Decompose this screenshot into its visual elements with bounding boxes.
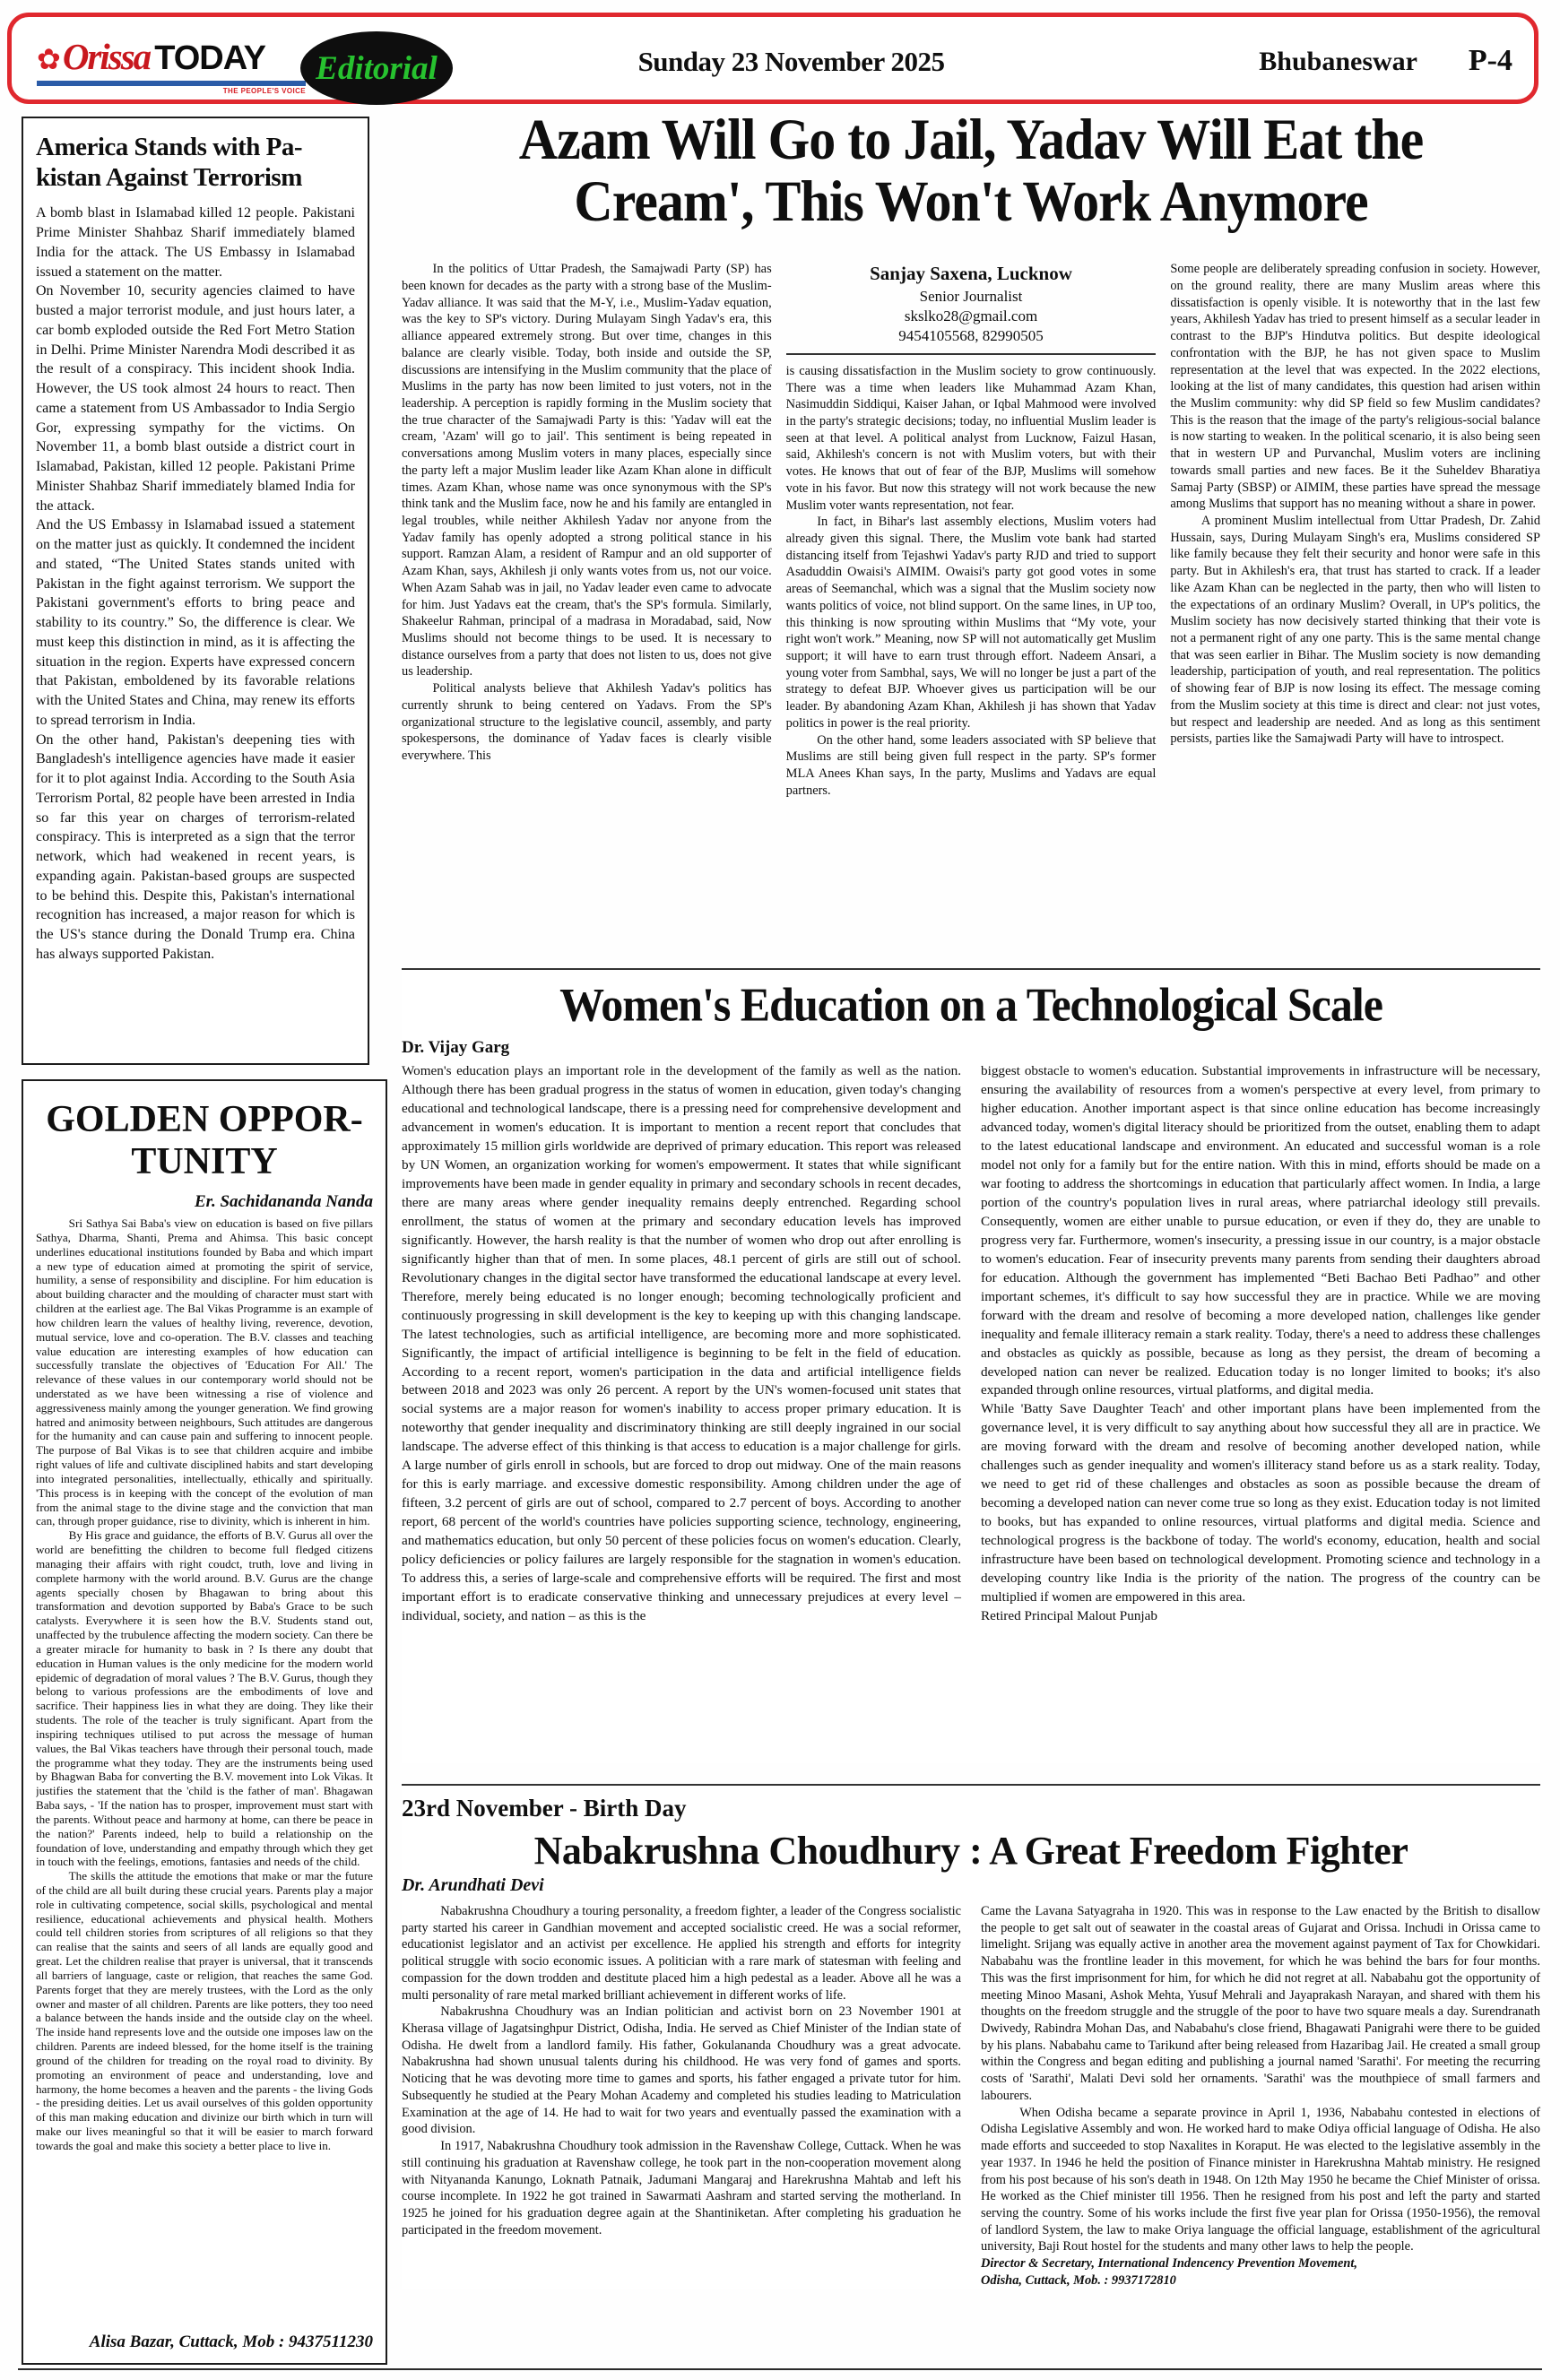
title-line-2: TUNITY bbox=[131, 1141, 278, 1183]
headline-line-1: Azam Will Go to Jail, Yadav Will Eat the bbox=[518, 107, 1424, 172]
birthday-columns bbox=[402, 1903, 1540, 2289]
article-paragraph: Came the Lavana Satyagraha in 1920. This was in response to the Law enacted by the British to disallow the people to get salt out of seawater in the coastal areas of Gujarat and Orissa. Inchudi in Orissa came to limelight. Srijang was equally active in another area the movement against payment of Tax for Chowkidari. Nababahu was the frontline leader in this movement, for which he was behind the bars for four months. This was the first imprisonment for him, for which he did not regret at all. Nababahu got the opportunity of meeting Minoo Masani, Ashok Mehta, Yusuf Mehrali and Jayaprakash Narayan, and shared with them his thoughts on the freedom struggle and the struggle of the poor to have two square meals a day. Surendranath Dwivedy, Rabindra Mohan Das, and Nababahu's close friend, Bhagawati Panigrahi were there to be guided by his plans. Nababahu came to Tarikund after being released from Hazaribag Jail. He created a small group within the Congress and began editing and publishing a journal named 'Sarathi'. For meeting the recurring costs of 'Sarathi', Malati Devi sold her ornaments. 'Sarathi' was the mouthpiece of small farmers and labourers. bbox=[981, 1904, 1540, 2103]
birthday-headline: Nabakrushna Choudhury : A Great Freedom Fighter bbox=[533, 1829, 1408, 1873]
article-paragraph: While 'Batty Save Daughter Teach' and other important plans have been implemented from the governance level, it is very difficult to say anything about how successful they all are in practice. We are moving forward with the dream and resolve of becoming another developed nation, while challenges such as gender inequality and women's illiteracy stand before us as a stark reality. Today, we need to get rid of these challenges and obstacles as soon as possible because the dream of becoming a developed nation can never come true so long as they exist. Education today is not limited to books, but has expanded to online resources, virtual platforms and digital media. Science and technological progress is the backbone of today. The world's economy, education, health and social infrastructure have been based on technological development. Promoting science and technology in a developing country like India is the priority of the nation. The progress of the country can be multiplied if women are empowered in this area. bbox=[981, 1401, 1540, 1605]
logo-today-text: TODAY bbox=[154, 39, 266, 77]
article-paragraph: is causing dissatisfaction in the Muslim society to grow continuously. There was a time when leaders like Muhammad Azam Khan, Nasimuddin Siddiqui, Kaiser Jahan, or Iqbal Mahmood were involved in the party's strategic decisions; today, no influential Muslim leader is seen at that level. A political analyst from Lucknow, Faizul Hasan, said, Akhilesh's concern is not with Muslim voters, but with their votes. He knows that out of fear of the BJP, Muslims will somehow vote in his favor. But now this strategy will not work because the new Muslim voter wants representation, not fear. bbox=[785, 363, 1157, 513]
article-paragraph: On the other hand, some leaders associated with SP believe that Muslims are still being given full respect in the party. SP's former MLA Anees Khan says, In the party, Muslims and Yadavs are equal partners. bbox=[785, 732, 1157, 798]
article-azam-columns bbox=[402, 261, 1540, 960]
article-paragraph: On the other hand, Pakistan's deepening ties with Bangladesh's intelligence agencies have made it easier for it to plot against India. According to the South Asia Terrorism Portal, 82 people have been arrested in India so far this year on charges of terrorism-related conspiracy. This is interpreted as a sign that the terror network, which had weakened in recent years, is expanding again. Pakistan-based groups are suspected to be behind this. Despite this, Pakistan's international recognition has increased, a major reason for which is the US's stance during the Donald Trump era. China has always supported Pakistan. bbox=[36, 731, 355, 962]
article-signoff: Alisa Bazar, Cuttack, Mob : 9437511230 bbox=[89, 2332, 373, 2351]
byline-author: Sanjay Saxena, Lucknow bbox=[870, 263, 1072, 285]
logo-flower-icon: ✿ bbox=[37, 43, 61, 75]
article-paragraph: In 1917, Nabakrushna Choudhury took admission in the Ravenshaw College, Cuttack. When he was still continuing his graduation at Ravenshaw college, he took part in the non-cooperation movement along with Nityananda Kanungo, Loknath Patnaik, Jadumani Mangaraj and Harekrushna Mahtab and left his course incomplete. In 1922 he got trained in Sawarmati Aashram and started serving the motherland. In 1925 he joined for his graduation degree again at the Shantiniketan. After completing his graduation he participated in the freedom movement. bbox=[402, 2139, 961, 2237]
masthead bbox=[7, 13, 1538, 104]
logo-row bbox=[37, 35, 315, 78]
article-nabakrushna-choudhury bbox=[402, 1784, 1540, 2289]
logo-orissa-text: Orissa bbox=[62, 36, 151, 77]
byline-block bbox=[786, 261, 1157, 355]
article-paragraph: On November 10, security agencies claimed to have busted a major terrorist module, and just hours later, a car bomb exploded outside the Red Fort Metro Station in Delhi. Prime Minister Narendra Modi described it as the result of a conspiracy. This incident shook India. However, the US took almost 24 hours to react. Then came a statement from US Ambassador to India Sergio Gor, expressing sympathy for the victims. On November 11, a bomb blast outside a district court in Islamabad, Pakistan, killed 12 people. Pakistani Prime Minister Shahbaz Sharif immediately blamed India for the attack. bbox=[36, 283, 355, 514]
article-america-title bbox=[36, 133, 355, 193]
title-line-1: GOLDEN OPPOR- bbox=[46, 1099, 363, 1140]
article-paragraph: Some people are deliberately spreading confusion in society. However, on the ground reality, there are many Muslim areas where this dissatisfaction is openly visible. It is noteworthy that in the last few years, Akhilesh Yadav has tried to present himself as a secular leader in contrast to the BJP's Hindutva politics. But despite ideological confrontation with the BJP, he has not given space to Muslim representation at the level that was expected. In the 2022 elections, looking at the list of many candidates, this question had arisen within the Muslim community: why did SP field so few Muslim candidates? This is the reason that the image of the party's religious-social balance is now starting to weaken. In the political scenario, it is also being seen that in western UP and Purvanchal, Muslim voters are inclining towards small parties and new faces. Be it the Suheldev Bharatiya Samaj Party (SBSP) or AIMIM, these parties have spread the message among Muslims that support has no meaning without a share in power. bbox=[1170, 262, 1540, 512]
birthday-column-2 bbox=[981, 1903, 1540, 2289]
womens-education-columns bbox=[402, 1062, 1540, 1763]
article-paragraph: biggest obstacle to women's education. Substantial improvements in infrastructure will be necessary, ensuring the availability of resources from a women's perspective at every level, from primary to higher education. Another important aspect is that since online education has become increasingly advanced today, women's digital literacy should be prioritized from the outset, enabling them to adapt to the latest educational landscape and environment. An educated and successful woman is a role model not only for a family but for the entire nation. With this in mind, efforts should be made on a war footing to address the shortcomings in education that particularly affect women. In India, a large portion of the country's population lives in rural areas, where patriarchal ideology still prevails. Consequently, women are either unable to pursue education, or even if they do, they are unable to progress very far. Furthermore, women's insecurity, a pressing issue in our country, is a major obstacle to women's education. Fear of insecurity prevents many parents from sending their daughters abroad for education. Although the government has implemented “Beti Bachao Beti Padhao” and other important schemes, it's difficult to say how successful they are in practice. While we are moving forward with the dream and resolve of becoming a more developed nation, challenges like gender inequality and female illiteracy remain a stark reality. Today, there's a need to address these challenges and obstacles as quickly as possible, because as long as they persist, the dream of becoming a developed nation can never be realized. Education today is no longer limited to books; it's also expanded through online resources, virtual platforms, and digital media. bbox=[981, 1063, 1540, 1398]
article-paragraph: A bomb blast in Islamabad killed 12 people. Pakistani Prime Minister Shahbaz Sharif immediately blamed India for the attack. The US Embassy in Islamabad issued a statement on the matter. bbox=[36, 205, 355, 280]
logo-tagline: THE PEOPLE'S VOICE bbox=[222, 87, 306, 95]
page-bottom-rule bbox=[18, 2368, 1542, 2370]
section-label: Editorial bbox=[316, 49, 438, 87]
article-paragraph: A prominent Muslim intellectual from Uttar Pradesh, Dr. Zahid Hussain, says, During Mulayam Singh's era, Muslims considered SP like family because they felt their security and honor were safe in this party. But in Akhilesh's era, that trust has started to crack. If a leader like Azam Khan can be neglected in the party, then who will listen to the expectations of an ordinary Muslim? Overall, in UP's politics, the Muslim society has now decisively started thinking that their vote is not a permanent right of any one party. This is the same mental change that was seen earlier in Bihar. The Muslim society is now demanding leadership, participation of youth, and real representation. The politics of showing fear of BJP is now losing its effect. The message coming from the Muslim society at this time is direct and clear: not just votes, but respect and leadership are needed. And as long as this sentiment persists, parties like the Samajwadi Party will have to introspect. bbox=[1170, 513, 1540, 747]
article-signoff-line: Director & Secretary, International Indencency Prevention Movement, bbox=[981, 2256, 1357, 2272]
article-paragraph: The skills the attitude the emotions that make or mar the future of the child are all built during these crucial years. Parents play a major role in cultivating competence, social skills, psychological and mental resilience, educational achievements and physical health. Mothers could tell children stories from scriptures of all religions so that they can realise that the saints and seers of all lands are equally good and great. Let the children realise that prayer is universal, that it transcends all barriers of language, caste or religion, that reaches the same God. Parents forget that they are merely trustees, with the Lord as the only owner and master of all children. Parents are like potters, they too need a balance between the hands inside and the outside clay on the wheel. The inside hand represents love and the outside one imposes law on the children. Parents are indeed blessed, for the home itself is the training ground of the children for treading on the royal road to divinity. By promoting an environment of peace and understanding, love and harmony, the home becomes a heaven and the parents - the living Gods - the presiding deities. Let us avail ourselves of this golden opportunity of this man making education and divinize our birth which in turn will make our lives meaningful so that it will be easier to march forward towards the goal and make this society a better place to live in. bbox=[36, 1869, 373, 2152]
logo-underline-bar bbox=[37, 81, 306, 95]
azam-column-3 bbox=[1170, 261, 1540, 960]
page-number: P-4 bbox=[1468, 44, 1512, 77]
article-signoff-line: Odisha, Cuttack, Mob. : 9937172810 bbox=[981, 2272, 1176, 2288]
womens-education-author: Dr. Vijay Garg bbox=[402, 1038, 510, 1057]
edition-city: Bhubaneswar bbox=[1259, 47, 1417, 76]
article-paragraph: By His grace and guidance, the efforts of B.V. Gurus all over the world are benefitting the children to become full fledged citizens managing their affairs with right coudct, truth, love and living in complete harmony with the world around. B.V. Gurus are the change agents specially chosen by Bhagawan to bring about this transformation and devotion supported by Baba's Grace to be such catalysts. Everywhere it is seen how the B.V. Students stand out, unaffected by the trubulence affecting the modern society. Can there be a greater miracle for humanity to bask in ? Is there any doubt that education in Human values is the only medicine for the modern world epidemic of degradation of moral values ? The B.V. Gurus, though they belong to various professions are the embodiments of love and sacrifice. Their happiness lies in what they are doing. They like their students. The role of the teacher is truly significant. Apart from the inspiring techniques utilised to put across the message of human values, the Bal Vikas teachers have through their personal touch, made the programme what they today. They are the instruments being used by Bhagwan Baba for converting the B.V. movement into Lok Vikas. It justifies the statement that the 'child is the father of man'. Bhagawan Baba says, - 'If the nation has to prosper, improvement must start with the parents. Without peace and harmony at home, can there be peace in the nation?' Parents indeed, help to build a relationship on the foundation of love, understanding and empathy through which they get in touch with the feelings, emotions, fantasies and needs of the child. bbox=[36, 1528, 373, 1869]
byline-email: skslko28@gmail.com bbox=[904, 307, 1038, 325]
title-line-2: kistan Against Terrorism bbox=[36, 162, 302, 192]
title-line-1: America Stands with Pa- bbox=[36, 133, 303, 161]
article-paragraph: Sri Sathya Sai Baba's view on education is based on five pillars Sathya, Dharma, Shanti, Prema and Ahimsa. This basic concept underlines educational institutions founded by Baba and which impart a new type of education aimed at promoting the spirit of service, humility, a sense of responsibility and discipline. For him education is about building character and the moulding of character must start with children at the earliest age. The Bal Vikas Programme is an example of how children learn the values of healthy living, reverence, devotion, mutual service, love and co-operation. The B.V. classes and teaching value education are interesting examples of how education can successfully translate the objectives of 'Education For All.' The relevance of these values in our contemporary world should not be understated as we have been witnessing a rise of violence and aggressiveness mainly among the younger generation. We find growing hatred and animosity between neighbours, Such attitudes are dangerous for the humanity and can cause pain and suffering to innocent people. The purpose of Bal Vikas is to see that children acquire and imbibe right values of life and cultivate disciplined habits and start developing into integrated personalities, intellectually, ethically and spiritually. 'This process is in keeping with the concept of the evolution of man from the animal stage to the divine stage and the conviction that man can, through proper guidance, rise to divinity, which is inherent in him. bbox=[36, 1216, 373, 1528]
newspaper-logo bbox=[37, 35, 315, 95]
article-paragraph: Nabakrushna Choudhury was an Indian politician and activist born on 23 November 1901 at Kherasa village of Jagatsinghpur District, Odisha, India. He served as Chief Minister of the Indian state of Odisha. He dwelt from a landlord family. His father, Gokulananda Choudhury was a great advocate. Nabakrushna had shown unusual talents during his childhood. He was very fond of games and sports. Noticing that he was devoting more time to games and sports, his father engaged a private tutor for him. Subsequently he studied at the Peary Mohan Academy and completed his studies leading to Matriculation Examination at the age of 14. He had to wait for two years and eventually passed the examination with a good division. bbox=[402, 2004, 961, 2137]
edition-date: Sunday 23 November 2025 bbox=[637, 46, 945, 77]
women-column-2 bbox=[981, 1062, 1540, 1763]
article-america-terrorism bbox=[22, 117, 369, 1065]
golden-opportunity-body bbox=[36, 1216, 373, 2328]
headline-line-2: Cream', This Won't Work Anymore bbox=[574, 169, 1368, 233]
article-paragraph: Women's education plays an important role in the development of the family as well as the nation. Although there has been gradual progress in the status of women in education, given today's changing educational and technological landscape, there is a pressing need for comprehensive development and advancement in women's education. It is important to mention a recent report that concludes that approximately 15 million girls worldwide are deprived of primary education. This report was released by UN Women, an organization working for women's empowerment. It states that while significant improvements have been made in gender equality in primary and secondary schools in recent decades, there are many areas where gender inequality remains deeply entrenched. Regarding school enrollment, the status of women at the primary and secondary education levels has improved significantly. However, the harsh reality is that the number of women who drop out after enrolling is significantly higher than that of men. In some places, 48.1 percent of girls are still out of school. Revolutionary changes in the digital sector have transformed the educational landscape at every level. Therefore, merely being educated is no longer enough; becoming technologically proficient and continuously progressing in skill development is the key to keeping up with this changing landscape. The latest technologies, such as artificial intelligence, are becoming more and more sophisticated. Significantly, the impact of artificial intelligence is beginning to be felt in the field of education. According to a recent report, women's participation in the data and artificial intelligence fields between 2018 and 2023 was only 26 percent. A report by the UN's women-focused unit states that social systems are a major reason for women's inability to access proper primary education. It is noteworthy that gender inequality and discriminatory thinking are still deeply ingrained in our social landscape. The adverse effect of this thinking is that access to education is a major challenge for girls. A large number of girls enroll in schools, but are forced to drop out midway. One of the main reasons for this is early marriage. and excessive domestic responsibility. Among children under the age of fifteen, 3.2 percent of girls are out of school, compared to 2.7 percent of boys. According to another report, 68 percent of the world's countries have policies supporting science, technology, engineering, and mathematics education, but only 50 percent of these policies focus on women's education. Clearly, policy deficiencies or policy failures are largely responsible for the stagnation in women's education. To address this, a series of large-scale and comprehensive efforts will be required. The first and most important effort is to eradicate conservative thinking and unnecessary prejudices at every level – individual, society, and nation – as this is the bbox=[402, 1063, 961, 1624]
article-paragraph: And the US Embassy in Islamabad issued a statement on the matter just as quickly. It condemned the incident and stated, “The United States stands united with Pakistan in the fight against terrorism. We support the Pakistani government's efforts to bring peace and stability to its country.” So, the difference is clear. We must keep this distinction in mind, as it is affecting the situation in the region. Experts have expressed concern that Pakistan, emboldened by its favorable relations with the United States and China, may renew its efforts to spread terrorism in India. bbox=[36, 517, 355, 728]
golden-opportunity-author: Er. Sachidananda Nanda bbox=[194, 1192, 373, 1212]
article-azam-headline bbox=[402, 109, 1540, 232]
byline-phone: 9454105568, 82990505 bbox=[898, 326, 1044, 344]
article-paragraph: When Odisha became a separate province in April 1, 1936, Nababahu contested in elections of Odisha Legislative Assembly and won. He worked hard to make Odiya official language of Odisha. He also made efforts and succeeded to stop Naxalites in Koraput. He was elected to the legislative assembly in the year 1937. In 1946 he held the position of Finance minister in Harekrushna Mahtab ministry. He resigned from his post because of his son's death in 1948. On 12th May 1950 he became the Chief Minister of orissa. He worked as the Chief minister till 1956. Then he resigned from his post and left the party and started serving the country. Some of his works include the first five year plan for Orissa (1950-1956), the removal of landlord System, the law to make Oriya language the official language, establishment of the agricultural university, Baji Rout hostel for the students and many other laws to help the people. bbox=[981, 2105, 1540, 2255]
article-paragraph: Nabakrushna Choudhury a touring personality, a freedom fighter, a leader of the Congress socialistic party started his career in Gandhian movement and accepted socialistic creed. He was a social reformer, educationist legislator and an activist per excellence. He applied his strength and efforts for integrity political struggle with socio economic issues. A politician with a rare mark of statesman with feeling and compassion for the down trodden and destitute placed him a high pedestal as a leader. Above all he was a multi personality of rare metal marked brilliant achievement in different works of life. bbox=[402, 1904, 961, 2003]
women-column-1 bbox=[402, 1062, 961, 1763]
golden-opportunity-title bbox=[36, 1099, 373, 1183]
womens-education-headline: Women's Education on a Technological Scale bbox=[559, 978, 1382, 1031]
birthday-author: Dr. Arundhati Devi bbox=[402, 1875, 544, 1895]
birthday-column-1 bbox=[402, 1903, 961, 2289]
azam-column-2 bbox=[786, 261, 1157, 960]
article-paragraph: In fact, in Bihar's last assembly elections, Muslim voters had already given this signal. There, the Muslim vote bank had started distancing itself from Tejashwi Yadav's party RJD and tried to support Asaduddin Owaisi's AIMIM. Owaisi's party got good votes in some areas of Seemanchal, which was a signal that the Muslim society now wants politics of voice, not blind support. On the same lines, in UP too, this thinking is now sprouting within Muslims that “My vote, your right won't work.” Meaning, now SP will not automatically get Muslim support; it will have to earn trust through effort. Nadeem Ansari, a young voter from Sambhal, says, We will no longer be just a part of the strategy to defeat BJP. Whoever gives us participation will be our leader. By abandoning Azam Khan, Akhilesh ji has shown that Yadav politics in power is the real priority. bbox=[785, 515, 1157, 731]
article-paragraph: Political analysts believe that Akhilesh Yadav's politics has currently shrunk to being centered on Yadavs. From the SP's organizational structure to the legislative council, assembly, and party spokespersons, the dominance of Yadav faces is clearly visible everywhere. This bbox=[402, 681, 772, 764]
byline-role: Senior Journalist bbox=[919, 287, 1023, 305]
article-signoff: Retired Principal Malout Punjab bbox=[981, 1608, 1157, 1624]
birthday-kicker: 23rd November - Birth Day bbox=[402, 1795, 687, 1822]
article-golden-opportunity bbox=[22, 1079, 387, 2365]
article-paragraph: In the politics of Uttar Pradesh, the Samajwadi Party (SP) has been known for decades as the party with a strong base of the Muslim-Yadav alliance. It was said that the M-Y, i.e., Muslim-Yadav equation, was the key to SP's victory. During Mulayam Singh Yadav's era, this alliance appeared extremely strong. But over time, changes in this balance are clearly visible. Today, both inside and outside the SP, discussions are intensifying in the Muslim community that the place of Muslims in the party has now been limited to just voters, not in the leadership. A perception is rapidly forming in the Muslim society that the true character of the Samajwadi Party is this: 'Yadav will eat the cream, 'Azam' will go to jail'. This sentiment is being repeated in conversations among Muslim voters in many places, especially since the party left a major Muslim leader like Azam Khan alone in difficult times. Azam Khan, whose name was once synonymous with the SP's think tank and the Muslim face, now he and his family are entangled in legal troubles, while neither Akhilesh Yadav nor anyone from the Yadav family has openly adopted a strong political stance in his support. Ramzan Alam, a resident of Rampur and an old supporter of Azam Khan, says, Akhilesh ji only wants votes from us, not our voice. When Azam Sahab was in jail, no Yadav leader even came to advocate for him. Just Yadavs eat the cream, that's the SP's formula. Similarly, Shakeelur Rahman, principal of a madrasa in Moradabad, said, Now Muslims should not become things to be used. It is necessary to distance ourselves from a party that does not listen to us, does not give us leadership. bbox=[402, 262, 772, 679]
section-badge bbox=[300, 31, 453, 105]
article-azam-yadav bbox=[402, 109, 1540, 960]
azam-column-1 bbox=[402, 261, 772, 960]
article-womens-education bbox=[402, 968, 1540, 1763]
